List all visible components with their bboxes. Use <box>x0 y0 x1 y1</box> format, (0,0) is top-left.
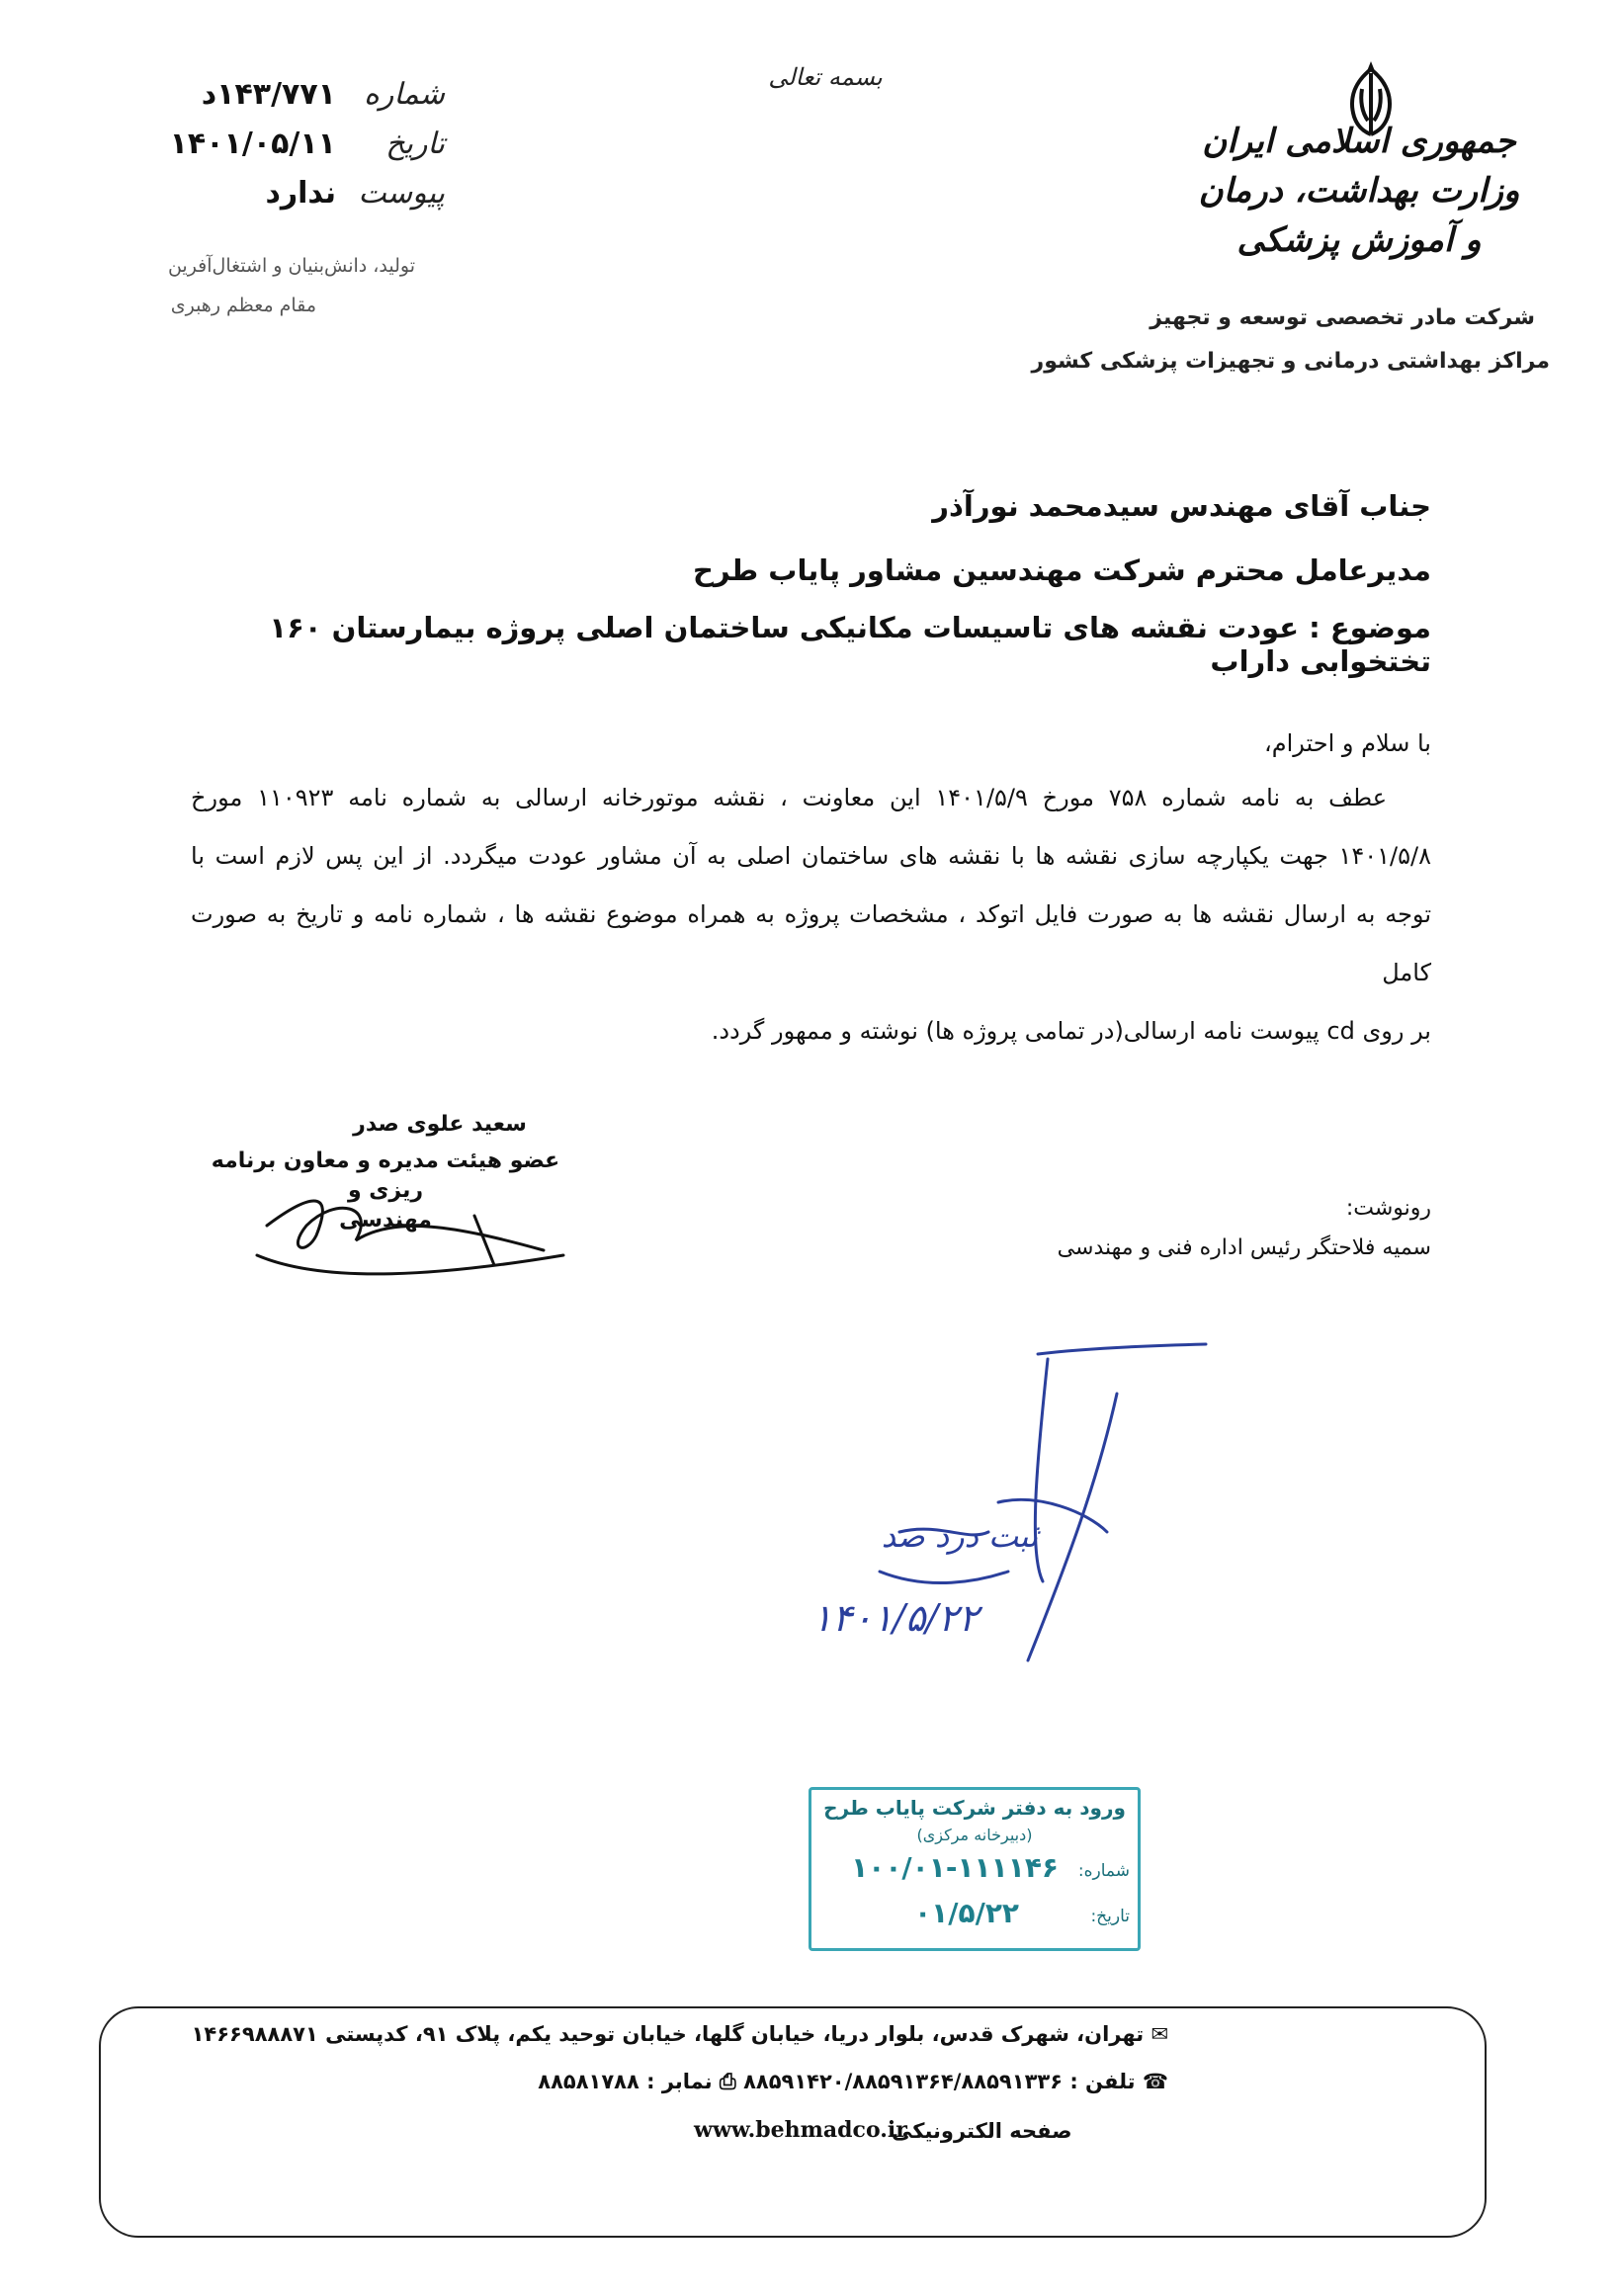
addressee-name: جناب آقای مهندس سیدمحمد نورآذر <box>932 489 1431 523</box>
phone-icon: ☎ <box>1135 2070 1168 2093</box>
website-label: صفحه الکترونیکی <box>892 2119 1072 2143</box>
fax-label: نمابر : <box>646 2070 713 2093</box>
cc-recipient: سمیه فلاحتگر رئیس اداره فنی و مهندسی <box>1057 1235 1431 1260</box>
motto-line1: تولید، دانش‌بنیان و اشتغال‌آفرین <box>167 255 415 277</box>
received-stamp <box>809 1787 1141 1951</box>
phone-label: تلفن : <box>1069 2070 1136 2093</box>
stamp-title: ورود به دفتر شرکت پایاب طرح <box>823 1796 1126 1820</box>
footer-address-text: تهران، شهرک قدس، بلوار دریا، خیابان گلها، خیابان توحید یکم، پلاک ۹۱، کدپستی ۱۴۶۶۹۸۸۸۷۱ <box>191 2022 1145 2046</box>
letter-attachment-row <box>168 176 445 215</box>
body-line: ۱۴۰۱/۵/۸ جهت یکپارچه سازی نقشه ها با نقشه های ساختمان اصلی به آن مشاور عودت میگردد. از این پس لازم است با <box>191 842 1431 870</box>
organization-name <box>858 297 1550 383</box>
cc-label: رونوشت: <box>1345 1196 1431 1221</box>
stamp-number-label: شماره: <box>1077 1861 1130 1881</box>
letter-number-label: شماره <box>364 77 445 112</box>
stamp-number-value: ۱۰۰/۰۱-۱۱۱۱۴۶ <box>851 1851 1059 1884</box>
footer-contacts <box>538 2070 1168 2094</box>
greeting: با سلام و احترام، <box>1263 729 1431 757</box>
org-line2: مراکز بهداشتی درمانی و تجهیزات پزشکی کشور <box>1031 349 1550 374</box>
letter-body <box>191 769 1431 1061</box>
signer-title-line1: عضو هیئت مدیره و معاون برنامه ریزی و <box>211 1148 560 1203</box>
ministry-line2: وزارت بهداشت، درمان و آموزش پزشکی <box>1198 171 1520 260</box>
letter-attachment-label: پیوست <box>358 176 445 211</box>
fax-value: ۸۸۵۸۱۷۸۸ <box>538 2070 639 2093</box>
signer-title-line2: مهندسی <box>339 1208 432 1233</box>
website-link[interactable]: www.behmadco.ir <box>694 2117 907 2143</box>
stamp-date-value: ۰۱/۵/۲۲ <box>914 1897 1019 1929</box>
ministry-name <box>1196 117 1522 265</box>
body-line: عطف به نامه شماره ۷۵۸ مورخ ۱۴۰۱/۵/۹ این معاونت ، نقشه موتورخانه ارسالی به شماره نامه ۱۱۰۹۲۳ مورخ <box>191 784 1388 811</box>
handwritten-date: ۱۴۰۱/۵/۲۲ <box>811 1596 979 1640</box>
org-line1: شرکت مادر تخصصی توسعه و تجهیز <box>1150 305 1535 330</box>
letter-number-row <box>168 77 445 117</box>
addressee-title: مدیرعامل محترم شرکت مهندسین مشاور پایاب طرح <box>692 553 1431 587</box>
letter-subject: موضوع : عودت نقشه های تاسیسات مکانیکی ساختمان اصلی پروژه بیمارستان ۱۶۰ تختخوابی داراب <box>269 611 1431 678</box>
bismillah: بسمه تعالی <box>768 63 883 91</box>
letter-date-row <box>168 127 445 166</box>
ministry-line1: جمهوری اسلامی ایران <box>1202 122 1516 161</box>
mail-icon: ✉ <box>1144 2022 1168 2046</box>
letter-date-label: تاریخ <box>385 127 445 161</box>
letter-date-value: ۱۴۰۱/۰۵/۱۱ <box>169 127 336 161</box>
letterhead-footer <box>99 2006 1487 2238</box>
handwritten-note: ثبت درد صد <box>881 1517 1038 1555</box>
footer-address <box>192 2022 1168 2046</box>
letter-number-value: ۱۴۳/۷۷۱د <box>201 77 336 112</box>
body-line: بر روی cd پیوست نامه ارسالی(در تمامی پروژه ها) نوشته و ممهور گردد. <box>711 1017 1431 1045</box>
letter-attachment-value: ندارد <box>265 176 336 211</box>
body-line: توجه به ارسال نقشه ها به صورت فایل اتوکد ، مشخصات پروژه به همراه موضوع نقشه ها ، شماره نامه و تاریخ به صورت کامل <box>191 900 1431 986</box>
stamp-subtitle: (دبیرخانه مرکزی) <box>916 1826 1033 1844</box>
signer-name: سعید علوی صدر <box>353 1112 527 1137</box>
fax-icon: ⎙ <box>712 2070 736 2093</box>
stamp-date-label: تاریخ: <box>1090 1907 1130 1926</box>
motto-line2: مقام معظم رهبری <box>170 295 316 316</box>
signature-mark-icon <box>247 1156 573 1285</box>
phone-value: ۸۸۵۹۱۴۲۰/۸۸۵۹۱۳۶۴/۸۸۵۹۱۳۳۶ <box>743 2070 1064 2093</box>
